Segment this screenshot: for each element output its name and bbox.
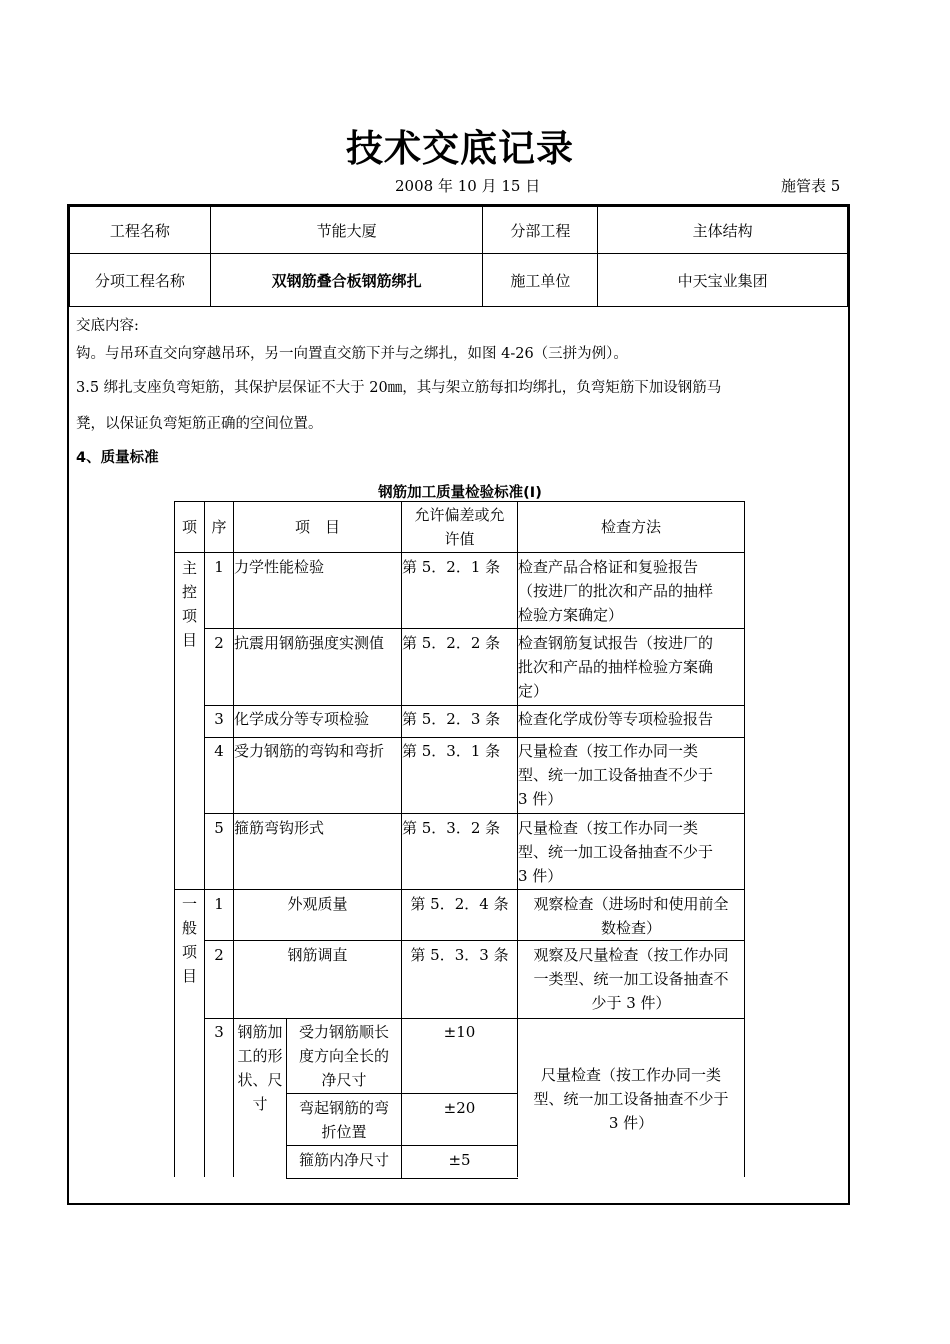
general-row-method [518,943,744,1015]
main-row-method-line: 检查产品合格证和复验报告 [518,558,699,576]
main-row-seq: 2 [214,634,224,652]
main-row-tolerance: 第 5．2．2 条 [402,634,501,652]
group-label-char: 目 [181,631,197,649]
main-row-method-line: 检查化学成份等专项检验报告 [518,710,714,728]
main-row-tolerance: 第 5．2．3 条 [402,710,501,728]
subitem-label: 分项工程名称 [70,254,211,307]
main-row-method-line: 3 件） [518,790,563,808]
general-row-method [518,892,744,940]
group-label-char: 般 [181,919,197,937]
table-caption: 钢筋加工质量检验标准(Ⅰ) [378,485,542,501]
main-row-method-line: 检验方案确定） [518,606,624,624]
project-name-value: 节能大厦 [210,207,483,254]
main-row-seq: 1 [214,558,224,576]
col-header-tolerance-1: 允许偏差或允 [414,506,505,524]
main-row-method [518,816,748,888]
general-row-seq: 2 [214,946,224,964]
general-row-item: 外观质量 [287,895,348,913]
col-header-seq: 序 [211,518,227,536]
general-row-method-line: 一类型、统一加工设备抽查不 [533,970,729,988]
col-header-method: 检查方法 [600,518,661,536]
group-label-char: 一 [181,895,197,913]
main-row-item: 受力钢筋的弯钩和弯折 [234,742,385,760]
main-row-method-line: （按进厂的批次和产品的抽样 [518,582,714,600]
content-line-2: 3.5 绑扎支座负弯矩筋，其保护层保证不大于 20㎜，其与架立筋每扣均绑扎，负弯矩筋下加设钢筋马 [76,380,722,396]
main-row-seq: 3 [214,710,224,728]
shape-row-method [518,1063,744,1135]
main-row-method [518,555,748,627]
main-row-tolerance: 第 5．3．1 条 [402,742,501,760]
main-row-item: 箍筋弯钩形式 [234,819,325,837]
group-label-char: 项 [181,943,197,961]
main-row-method-line: 型、统一加工设备抽查不少于 [518,843,714,861]
main-row-item: 抗震用钢筋强度实测值 [234,634,385,652]
shape-sub-item [287,1020,401,1092]
shape-row-item-line: 寸 [252,1095,268,1113]
section-title: 4、质量标准 [76,450,159,466]
main-row-method-line: 批次和产品的抽样检验方案确 [518,658,714,676]
shape-sub-item [287,1096,401,1144]
shape-sub-item-line: 箍筋内净尺寸 [298,1151,389,1169]
shape-sub-item-line: 折位置 [321,1123,367,1141]
main-row-seq: 4 [214,742,224,760]
document-title: 技术交底记录 [346,127,574,170]
group-label-char: 目 [181,967,197,985]
shape-sub-item-line: 受力钢筋顺长 [298,1023,389,1041]
content-line-1: 钩。与吊环直交向穿越吊环，另一向置直交筋下并与之绑扎，如图 4-26（三拼为例）。 [76,346,628,362]
header-table [69,206,848,307]
main-row-method-line: 3 件） [518,867,563,885]
shape-row-item-line: 钢筋加 [237,1023,283,1041]
general-row-method-line: 观察及尺量检查（按工作办同 [533,946,729,964]
shape-row-item-line: 工的形 [237,1047,283,1065]
shape-row-method-line: 尺量检查（按工作办同一类 [540,1066,721,1084]
shape-row-method-line: 3 件） [608,1114,654,1132]
shape-sub-tolerance: ±20 [443,1099,476,1117]
project-name-label: 工程名称 [70,207,211,254]
contractor-value: 中天宝业集团 [598,254,848,307]
col-header-category: 项 [181,518,197,536]
general-row-tolerance: 第 5．3．3 条 [410,946,509,964]
main-row-seq: 5 [214,819,224,837]
general-row-tolerance: 第 5．2．4 条 [410,895,509,913]
main-row-tolerance: 第 5．3．2 条 [402,819,501,837]
subitem-value: 双钢筋叠合板钢筋绑扎 [210,254,483,307]
general-row-method-line: 数检查） [600,919,661,937]
group-label-char: 控 [181,583,197,601]
form-number: 施管表 5 [781,177,841,195]
general-row-method-line: 观察检查（进场时和使用前全 [533,895,729,913]
shape-row-item-line: 状、尺 [237,1071,283,1089]
content-line-3: 凳，以保证负弯矩筋正确的空间位置。 [76,416,323,432]
col-header-item: 项 目 [294,518,340,536]
main-row-method-line: 尺量检查（按工作办同一类 [518,742,699,760]
shape-sub-item-line: 度方向全长的 [298,1047,389,1065]
main-row-tolerance: 第 5．2．1 条 [402,558,501,576]
general-row-method-line: 少于 3 件） [591,994,671,1012]
main-row-item: 化学成分等专项检验 [234,710,370,728]
shape-row-method-line: 型、统一加工设备抽查不少于 [533,1090,729,1108]
group-label-char: 主 [181,559,197,577]
shape-sub-tolerance: ±5 [448,1151,471,1169]
main-row-method-line: 定） [518,682,549,700]
main-row-item: 力学性能检验 [234,558,325,576]
contractor-label: 施工单位 [483,254,598,307]
col-header-tolerance-2: 许值 [444,530,475,548]
general-group-label [175,892,204,988]
shape-sub-item-line: 弯起钢筋的弯 [298,1099,389,1117]
main-row-method [518,707,748,731]
main-row-method-line: 检查钢筋复试报告（按进厂的 [518,634,714,652]
shape-sub-item [287,1148,401,1172]
main-row-method [518,631,748,703]
content-label: 交底内容: [76,318,139,334]
main-row-method-line: 尺量检查（按工作办同一类 [518,819,699,837]
main-control-group-label [175,556,204,652]
shape-sub-tolerance: ±10 [443,1023,476,1041]
main-row-method [518,739,748,811]
general-row-item: 钢筋调直 [287,946,348,964]
shape-sub-item-line: 净尺寸 [321,1071,367,1089]
division-value: 主体结构 [598,207,848,254]
main-row-method-line: 型、统一加工设备抽查不少于 [518,766,714,784]
group-label-char: 项 [181,607,197,625]
general-row-seq: 1 [214,895,224,913]
shape-row-item [234,1020,286,1116]
shape-row-seq: 3 [214,1023,224,1041]
division-label: 分部工程 [483,207,598,254]
record-date: 2008 年 10 月 15 日 [395,177,541,195]
